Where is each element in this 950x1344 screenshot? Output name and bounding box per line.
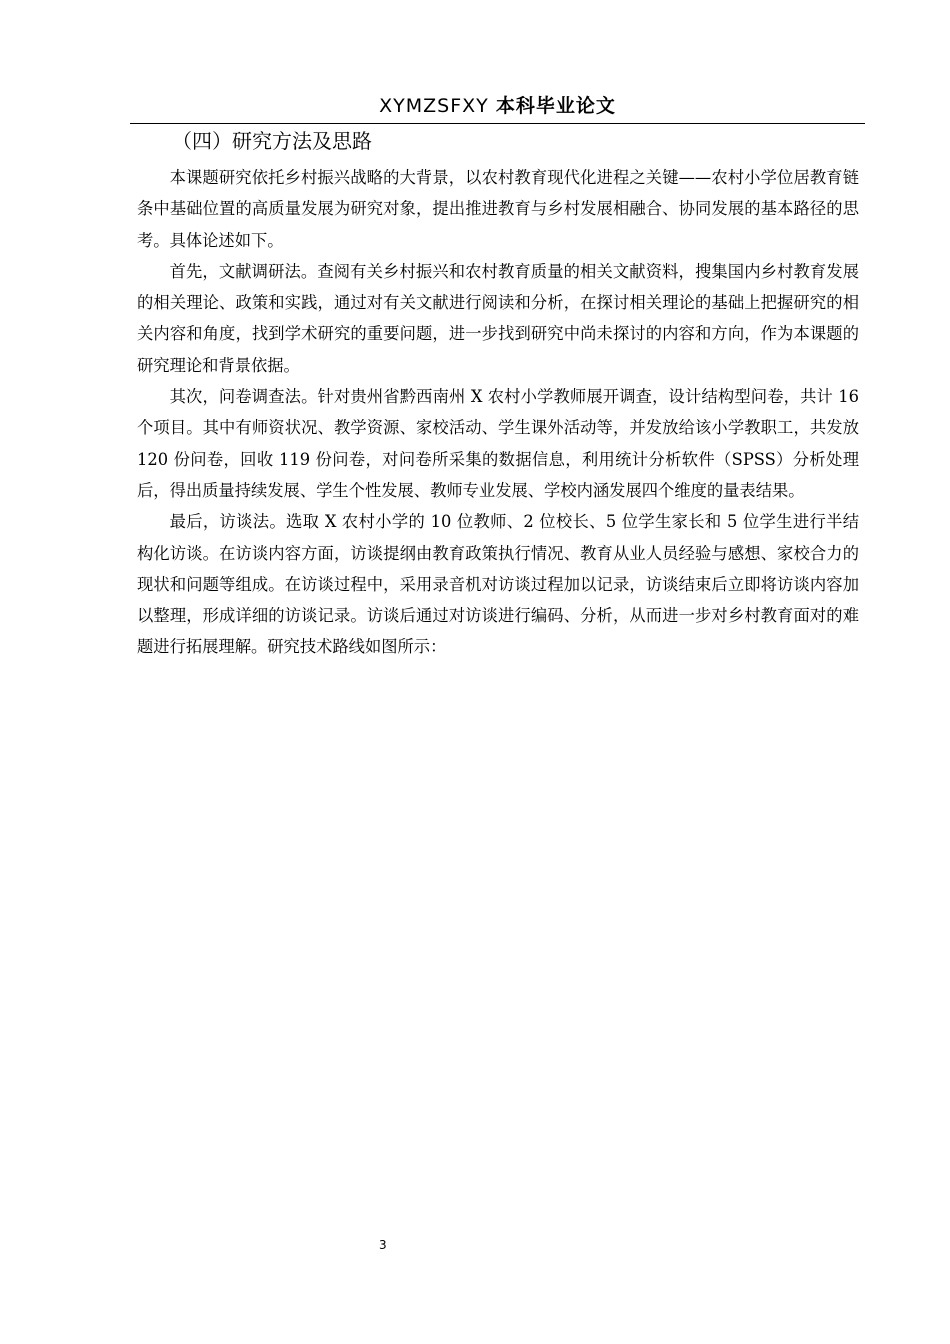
body-text [137,162,859,663]
paragraph-interview-method: 最后，访谈法。选取 X 农村小学的 10 位教师、2 位校长、5 位学生家长和 5 位学生进行半结构化访谈。在访谈内容方面，访谈提纲由教育政策执行情况、教育从业人员经验与感想、家校合力的现状和问题等组成。在访谈过程中，采用录音机对访谈过程加以记录，访谈结束后立即将访谈内容加以整理，形成详细的访谈记录。访谈后通过对访谈进行编码、分析，从而进一步对乡村教育面对的难题进行拓展理解。研究技术路线如图所示： [137,512,859,657]
header-rule [130,123,865,124]
page-number: 3 [379,1238,387,1252]
page-header [130,92,865,122]
header-latin: XYMZSFXY [379,95,489,117]
paragraph-questionnaire-method: 其次，问卷调查法。针对贵州省黔西南州 X 农村小学教师展开调查，设计结构型问卷，共计 16 个项目。其中有师资状况、教学资源、家校活动、学生课外活动等，并发放给该小学教职工，共发放 120 份问卷，回收 119 份问卷，对问卷所采集的数据信息，利用统计分析软件（SPSS）分析处理后，得出质量持续发展、学生个性发展、教师专业发展、学校内涵发展四个维度的量表结果。 [137,387,859,500]
paragraph-intro: 本课题研究依托乡村振兴战略的大背景，以农村教育现代化进程之关键——农村小学位居教育链条中基础位置的高质量发展为研究对象，提出推进教育与乡村发展相融合、协同发展的基本路径的思考。具体论述如下。 [137,168,859,250]
section-title: （四）研究方法及思路 [172,129,372,153]
paragraph-literature-method: 首先，文献调研法。查阅有关乡村振兴和农村教育质量的相关文献资料，搜集国内乡村教育发展的相关理论、政策和实践，通过对有关文献进行阅读和分析，在探讨相关理论的基础上把握研究的相关内容和角度，找到学术研究的重要问题，进一步找到研究中尚未探讨的内容和方向，作为本课题的研究理论和背景依据。 [137,261,859,375]
header-chinese: 本科毕业论文 [495,95,616,117]
